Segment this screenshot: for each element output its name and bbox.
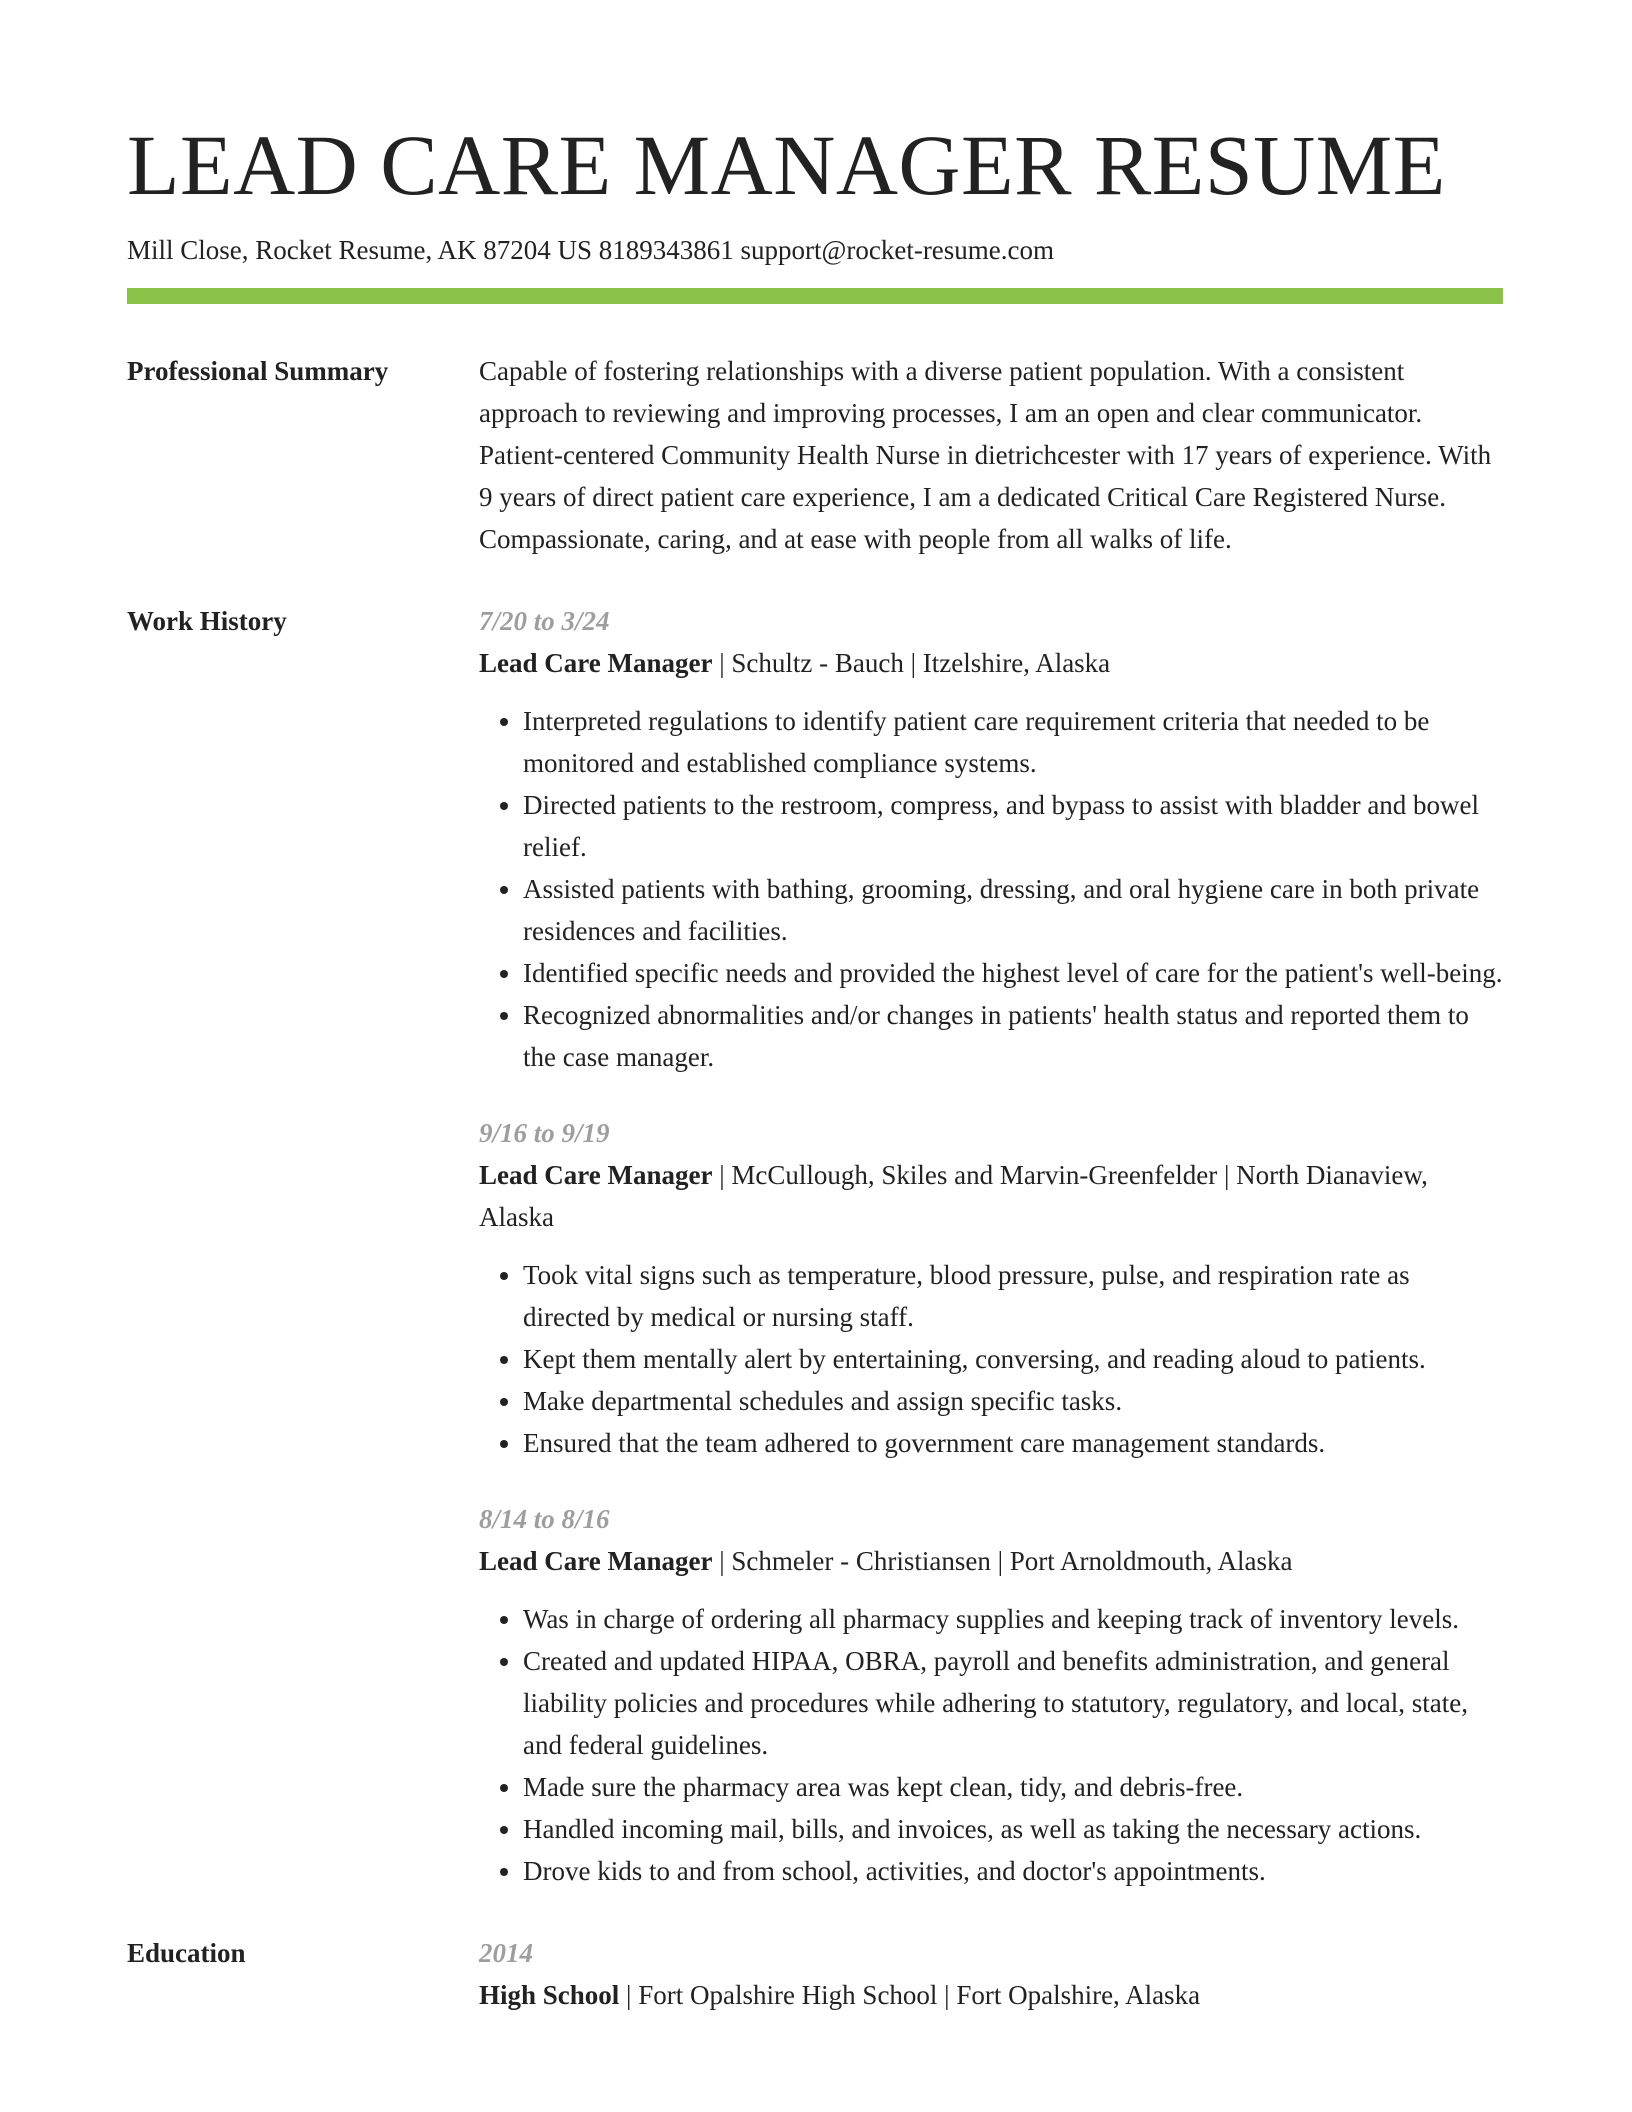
job-title: Lead Care Manager — [479, 1545, 713, 1576]
section-heading-education: Education — [127, 1937, 246, 1968]
education-school-location: | Fort Opalshire High School | Fort Opalshire, Alaska — [619, 1979, 1201, 2010]
education-entry — [479, 1932, 1503, 2016]
contact-line: Mill Close, Rocket Resume, AK 87204 US 8189343861 support@rocket-resume.com — [127, 234, 1055, 265]
job-bullet: • Took vital signs such as temperature, blood pressure, pulse, and respiration rate as directed by medical or nursing staff. — [523, 1254, 1503, 1338]
job-heading — [479, 642, 1503, 684]
job-bullet: • Created and updated HIPAA, OBRA, payroll and benefits administration, and general liability policies and procedures while adhering to statutory, regulatory, and local, state, and federal guidelines. — [523, 1640, 1503, 1766]
job-heading — [479, 1154, 1503, 1238]
job-bullet: • Was in charge of ordering all pharmacy supplies and keeping track of inventory levels. — [523, 1598, 1503, 1640]
job-bullet: • Assisted patients with bathing, grooming, dressing, and oral hygiene care in both private residences and facilities. — [523, 868, 1503, 952]
job-employer-location: | Schmeler - Christiansen | Port Arnoldmouth, Alaska — [712, 1545, 1293, 1576]
education-year: 2014 — [479, 1937, 533, 1968]
job-bullet-list — [479, 1254, 1503, 1464]
job-entry — [479, 600, 1503, 1078]
job-dates: 8/14 to 8/16 — [479, 1503, 610, 1534]
job-bullet-list — [479, 700, 1503, 1078]
education-body — [479, 1932, 1503, 2016]
job-heading — [479, 1540, 1503, 1582]
section-heading-summary: Professional Summary — [127, 355, 389, 386]
education-degree: High School — [479, 1979, 620, 2010]
job-bullet: • Interpreted regulations to identify patient care requirement criteria that needed to be monitored and established compliance systems. — [523, 700, 1503, 784]
summary-text: Capable of fostering relationships with a diverse patient population. With a consistent approach to reviewing and improving processes, I am an open and clear communicator. Patient-centered Community Health Nurse in dietrichcester with 17 years of experience. With 9 years of direct patient care experience, I am a dedicated Critical Care Registered Nurse. Compassionate, caring, and at ease with people from all walks of life. — [479, 355, 1492, 554]
resume-title: LEAD CARE MANAGER RESUME — [127, 117, 1446, 213]
summary-body — [479, 350, 1503, 560]
job-bullet: • Drove kids to and from school, activities, and doctor's appointments. — [523, 1850, 1503, 1892]
section-heading-work-history: Work History — [127, 605, 287, 636]
job-employer-location: | McCullough, Skiles and Marvin-Greenfelder | North Dianaview, Alaska — [479, 1159, 1428, 1232]
job-bullet: • Kept them mentally alert by entertaining, conversing, and reading aloud to patients. — [523, 1338, 1503, 1380]
work-history-body — [479, 600, 1503, 1892]
job-bullet: • Directed patients to the restroom, compress, and bypass to assist with bladder and bowel relief. — [523, 784, 1503, 868]
job-title: Lead Care Manager — [479, 1159, 713, 1190]
job-entry — [479, 1112, 1503, 1464]
professional-summary-section — [127, 350, 1503, 560]
education-section — [127, 1932, 1503, 2016]
job-title: Lead Care Manager — [479, 647, 713, 678]
education-heading — [479, 1974, 1503, 2016]
job-bullet: • Handled incoming mail, bills, and invoices, as well as taking the necessary actions. — [523, 1808, 1503, 1850]
job-dates: 7/20 to 3/24 — [479, 605, 610, 636]
job-bullet: • Identified specific needs and provided the highest level of care for the patient's well-being. — [523, 952, 1503, 994]
job-employer-location: | Schultz - Bauch | Itzelshire, Alaska — [712, 647, 1111, 678]
work-history-section — [127, 600, 1503, 1892]
job-entry — [479, 1498, 1503, 1892]
job-bullet: • Make departmental schedules and assign specific tasks. — [523, 1380, 1503, 1422]
job-bullet: • Made sure the pharmacy area was kept clean, tidy, and debris-free. — [523, 1766, 1503, 1808]
resume-page — [127, 118, 1503, 2016]
accent-divider — [127, 288, 1503, 304]
job-bullet: • Recognized abnormalities and/or changes in patients' health status and reported them to the case manager. — [523, 994, 1503, 1078]
job-bullet: • Ensured that the team adhered to government care management standards. — [523, 1422, 1503, 1464]
job-dates: 9/16 to 9/19 — [479, 1117, 610, 1148]
job-bullet-list — [479, 1598, 1503, 1892]
